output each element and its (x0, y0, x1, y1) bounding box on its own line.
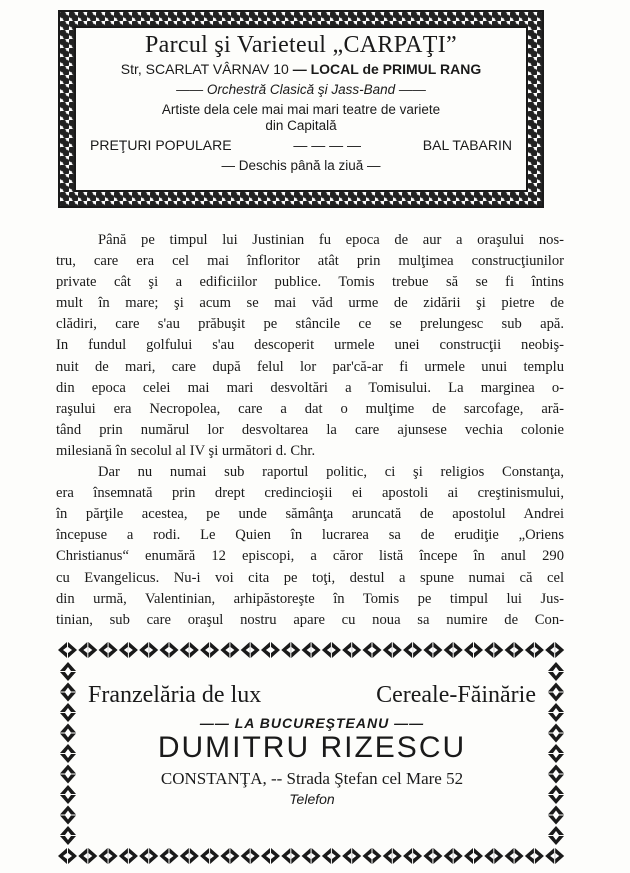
border-ornament-icon (261, 642, 280, 658)
body-line: cu Evangelicus. Nu-i voi cita pe toţi, destul a spune numai că cel (56, 569, 564, 586)
border-ornament-icon (548, 703, 564, 722)
border-ornament-icon (139, 848, 158, 864)
carpati-ad-street: Str, SCARLAT VÂRNAV 10 (120, 61, 289, 77)
carpati-ad-address (76, 61, 526, 77)
body-line: Până pe timpul lui Justinian fu epoca de aur a oraşului nos- (98, 232, 564, 248)
border-ornament-icon (180, 848, 199, 864)
body-line: începuse a rodi. Le Quien în lucrarea sa de erudiţie „Oriens (56, 527, 564, 544)
border-ornament-icon (119, 848, 138, 864)
border-ornament-icon (464, 642, 483, 658)
body-line: era însemnată prin drept credincioşii ei apostoli ai creştinismului, (56, 485, 564, 502)
border-ornament-icon (548, 806, 564, 825)
carpati-ad-artists-2: din Capitală (265, 118, 337, 133)
border-ornament-icon (302, 848, 321, 864)
border-ornament-icon (548, 683, 564, 702)
border-ornament-icon (99, 642, 118, 658)
border-ornament-icon (60, 744, 76, 763)
body-line: Dar nu numai sub raportul politic, ci şi religios Constanţa, (98, 464, 564, 481)
rizescu-ad-right-heading: Cereale-Făinărie (376, 682, 536, 708)
carpati-ad-prices-right: BAL TABARIN (422, 137, 512, 153)
body-line: tând prin numărul lor desvoltarea la care ajunsese vechia colonie (56, 421, 564, 438)
rizescu-ad-shop-name-text: LA BUCUREŞTEANU (234, 715, 390, 731)
border-ornament-icon (525, 848, 544, 864)
border-ornament-icon (241, 848, 260, 864)
body-line: în părţile acestea, pe unde sămânţa aruncată de apostolul Andrei (56, 506, 564, 523)
border-ornament-icon (383, 642, 402, 658)
border-ornament-icon (548, 662, 564, 681)
carpati-ad-prices-dashes: — — — — (293, 137, 362, 153)
border-ornament-icon (548, 826, 564, 845)
border-ornament-icon (58, 642, 77, 658)
carpati-ad-prices-left: PREŢURI POPULARE (90, 137, 232, 153)
border-ornament-icon (60, 806, 76, 825)
border-ornament-icon (160, 848, 179, 864)
carpati-ad-open-until: — Deschis până la ziuă — (221, 158, 381, 173)
border-ornament-icon (60, 683, 76, 702)
body-line: private cât şi a edificiilor publice. Tomis trebue să se fi întins (56, 274, 564, 291)
border-ornament-icon (505, 642, 524, 658)
border-ornament-icon (78, 642, 97, 658)
border-ornament-icon (60, 703, 76, 722)
border-ornament-icon (342, 642, 361, 658)
border-ornament-icon (545, 848, 564, 864)
border-ornament-icon (525, 642, 544, 658)
border-ornament-icon (464, 848, 483, 864)
carpati-ad-title: Parcul şi Varieteul „CARPAŢI” (145, 32, 457, 58)
rizescu-ad-headings (84, 682, 540, 709)
carpati-ad-orchestra-text: —— Orchestră Clasică şi Jass-Band —— (176, 82, 426, 97)
border-ornament-icon (484, 642, 503, 658)
border-ornament-icon (423, 642, 442, 658)
border-ornament-icon (548, 765, 564, 784)
border-ornament-icon (180, 642, 199, 658)
body-line: In fundul golfului s'au descoperit urmele unei construcţii neobiş- (56, 337, 564, 354)
border-ornament-icon (548, 785, 564, 804)
body-line: raşului era Necropolea, care a dat o mulţime de sarcofage, ară- (56, 400, 564, 417)
border-ornament-icon (423, 848, 442, 864)
border-ornament-icon (78, 848, 97, 864)
carpati-ad-panel (74, 26, 528, 192)
body-line: clădiri, care s'au prăbuşit pe stâncile ce se prelungesc sub apă. (56, 316, 564, 333)
border-ornament-icon (60, 785, 76, 804)
carpati-ad-orchestra (76, 82, 526, 97)
border-ornament-icon (160, 642, 179, 658)
border-ornament-icon (383, 848, 402, 864)
article-body (56, 230, 564, 631)
border-ornament-icon (220, 642, 239, 658)
border-ornament-icon (403, 848, 422, 864)
border-ornament-icon (444, 642, 463, 658)
border-ornament-icon (200, 642, 219, 658)
rizescu-advertisement (58, 640, 566, 866)
border-ornament-icon (548, 744, 564, 763)
rizescu-ad-address: CONSTANŢA, -- Strada Ştefan cel Mare 52 (160, 769, 464, 788)
rizescu-ad-shop-name: —— LA BUCUREŞTEANU —— (199, 715, 425, 731)
rizescu-ad-phone: Telefon (289, 791, 335, 807)
border-ornament-icon (58, 848, 77, 864)
border-ornament-icon (363, 642, 382, 658)
border-ornament-icon (281, 848, 300, 864)
rizescu-ad-owner: DUMITRU RIZESCU (157, 731, 467, 764)
border-ornament-icon (241, 642, 260, 658)
border-ornament-icon (322, 642, 341, 658)
border-ornament-icon (139, 642, 158, 658)
border-ornament-icon (261, 848, 280, 864)
border-ornament-icon (60, 662, 76, 681)
border-ornament-icon (60, 826, 76, 845)
border-ornament-icon (444, 848, 463, 864)
carpati-ad-artists-1: Artiste dela cele mai mai mari teatre de variete (161, 102, 441, 117)
carpati-advertisement (58, 10, 544, 208)
body-line: din epoca celei mai mari desvoltări a Tomisului. La marginea o- (56, 379, 564, 396)
body-line: mult în mare; şi acum se mai văd urme de zidării şi pietre de (56, 295, 564, 312)
border-ornament-icon (281, 642, 300, 658)
rizescu-ad-content (84, 668, 540, 840)
border-ornament-icon (548, 724, 564, 743)
border-ornament-icon (200, 848, 219, 864)
border-ornament-icon (484, 848, 503, 864)
border-ornament-icon (505, 848, 524, 864)
border-ornament-icon (220, 848, 239, 864)
border-ornament-icon (99, 848, 118, 864)
border-ornament-icon (302, 642, 321, 658)
border-ornament-icon (60, 765, 76, 784)
border-ornament-icon (322, 848, 341, 864)
carpati-ad-prices (76, 137, 526, 153)
body-line: din urmă, Valentinian, arhipăstoreşte în Tomis pe timpul lui Jus- (56, 590, 564, 607)
body-line: tru, care era cel mai înfloritor atât prin mulţimea construcţiunilor (56, 253, 564, 270)
body-line: tinian, sub care oraşul nostru apare cu noua sa numire de Con- (56, 611, 564, 628)
body-line: nuit de mari, care după felul lor par'că-ar fi urmele unui templu (56, 358, 564, 375)
border-ornament-icon (342, 848, 361, 864)
border-ornament-icon (403, 642, 422, 658)
carpati-ad-tag: — LOCAL de PRIMUL RANG (292, 61, 482, 77)
border-ornament-icon (363, 848, 382, 864)
border-ornament-icon (60, 724, 76, 743)
rizescu-ad-left-heading: Franzelăria de lux (88, 682, 262, 708)
border-ornament-icon (119, 642, 138, 658)
border-ornament-icon (545, 642, 564, 658)
body-line: milesiană în secolul al IV şi următori d. Chr. (56, 442, 316, 459)
body-line: Christianus“ enumără 12 episcopi, a căror listă începe în anul 290 (56, 548, 564, 565)
